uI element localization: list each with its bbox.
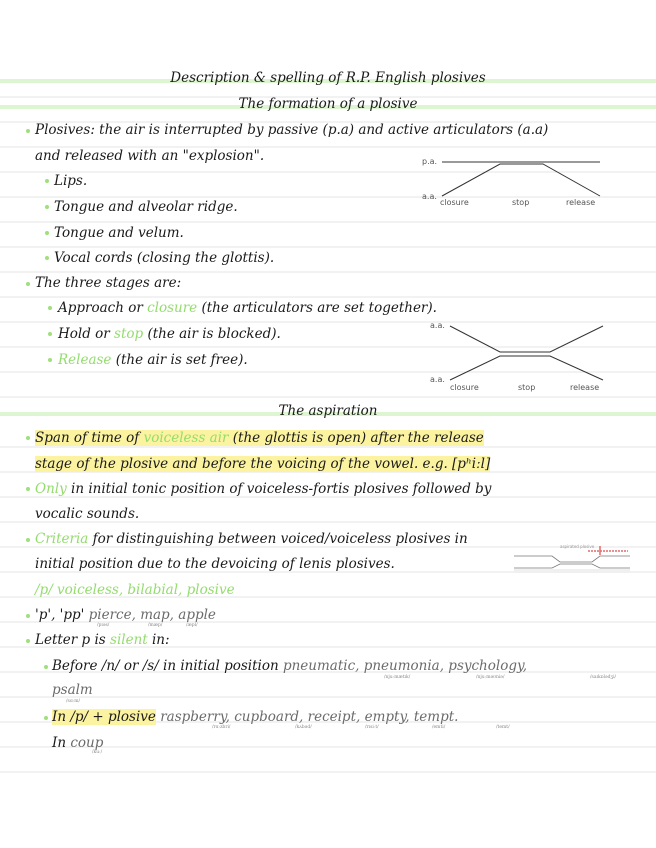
- diagram-label-aa: a.a.: [422, 192, 437, 201]
- stage-item: Release (the air is set free).: [58, 352, 248, 368]
- articulator-item: Tongue and velum.: [54, 225, 184, 241]
- diagram-line-active: [442, 164, 600, 196]
- diagram-label-pa: p.a.: [422, 157, 438, 166]
- ipa-note: /sɑːm/: [66, 699, 81, 704]
- diagram-line-upper: [450, 326, 603, 352]
- mini-diagram-label: aspirated plosive: [560, 544, 595, 549]
- heading-formation: The formation of a plosive: [238, 96, 418, 112]
- ipa-note: /kuː/: [92, 750, 103, 755]
- plosive-diagram-2: [428, 318, 613, 394]
- ipa-note: /pɪəs/: [97, 623, 110, 628]
- stage-item: Hold or stop (the air is blocked).: [58, 326, 281, 342]
- ipa-note: /rɪsiːt/: [365, 725, 379, 730]
- bullet: [48, 306, 52, 310]
- silent-case-cont: psalm: [52, 682, 93, 698]
- diagram-stage-stop: stop: [512, 198, 530, 207]
- bullet: [26, 639, 30, 643]
- heading-aspiration: The aspiration: [278, 403, 378, 419]
- diagram-label-aa-bottom: a.a.: [430, 375, 445, 384]
- p-heading: /p/ voiceless, bilabial, plosive: [35, 582, 235, 598]
- diagram-stage-closure: closure: [440, 198, 469, 207]
- ipa-note: /njuːmætɪk/: [384, 675, 411, 680]
- plosives-definition: Plosives: the air is interrupted by passive (p.a) and active articulators (a.a): [35, 122, 549, 138]
- diagram-label-aa-top: a.a.: [430, 321, 445, 330]
- aspiration-line: initial position due to the devoicing of lenis plosives.: [35, 556, 395, 572]
- silent-case: Before /n/ or /s/ in initial position pneumatic, pneumonia, psychology,: [52, 658, 528, 674]
- ipa-note: /temt/: [496, 725, 510, 730]
- aspiration-line: Only in initial tonic position of voiceless-fortis plosives followed by: [35, 481, 492, 497]
- bullet: [26, 282, 30, 286]
- bullet: [26, 436, 30, 440]
- aspirated-plosive-diagram: [512, 542, 632, 576]
- ipa-note: /mæp/: [148, 623, 163, 628]
- bullet: [26, 487, 30, 491]
- articulator-item: Vocal cords (closing the glottis).: [54, 250, 275, 266]
- ipa-note: /saɪkɒlədʒi/: [590, 675, 617, 680]
- diagram-stage-closure: closure: [450, 383, 479, 392]
- diagram-stage-release: release: [570, 383, 600, 392]
- page-title: Description & spelling of R.P. English plosives: [170, 70, 486, 86]
- articulator-item: Lips.: [54, 173, 88, 189]
- three-stages-label: The three stages are:: [35, 275, 182, 291]
- bullet: [44, 665, 48, 669]
- bullet: [45, 231, 49, 235]
- silent-line: Letter p is silent in:: [35, 632, 170, 648]
- aspiration-line: Span of time of voiceless air (the glottis is open) after the release: [35, 430, 484, 446]
- diagram-stage-stop: stop: [518, 383, 536, 392]
- stage-item: Approach or closure (the articulators are set together).: [58, 300, 437, 316]
- bullet: [45, 256, 49, 260]
- silent-case: In coup: [52, 735, 104, 751]
- ipa-note: /kʌbəd/: [295, 725, 312, 730]
- bullet: [45, 179, 49, 183]
- bullet: [48, 358, 52, 362]
- silent-case: In /p/ + plosive raspberry, cupboard, receipt, empty, tempt.: [52, 709, 459, 725]
- bullet: [26, 129, 30, 133]
- aspiration-line: vocalic sounds.: [35, 506, 140, 522]
- aspiration-line: stage of the plosive and before the voicing of the vowel. e.g. [pʰiːl]: [35, 456, 491, 472]
- ipa-note: /emti/: [432, 725, 446, 730]
- ipa-note: /æpl/: [186, 623, 198, 628]
- plosive-diagram-1: [420, 152, 610, 210]
- bullet: [26, 538, 30, 542]
- articulator-item: Tongue and alveolar ridge.: [54, 199, 238, 215]
- bullet: [26, 614, 30, 618]
- aspiration-line: Criteria for distinguishing between voiced/voiceless plosives in: [35, 531, 468, 547]
- p-spellings: 'p', 'pp' pierce, map, apple: [35, 607, 216, 623]
- ipa-note: /njuːməʊniə/: [476, 675, 505, 680]
- bullet: [44, 716, 48, 720]
- bullet: [48, 332, 52, 336]
- diagram-line-lower: [450, 356, 603, 380]
- diagram-stage-release: release: [566, 198, 596, 207]
- ipa-note: /rɑːzbri/: [212, 725, 231, 730]
- bullet: [45, 205, 49, 209]
- plosives-definition-cont: and released with an "explosion".: [35, 148, 265, 164]
